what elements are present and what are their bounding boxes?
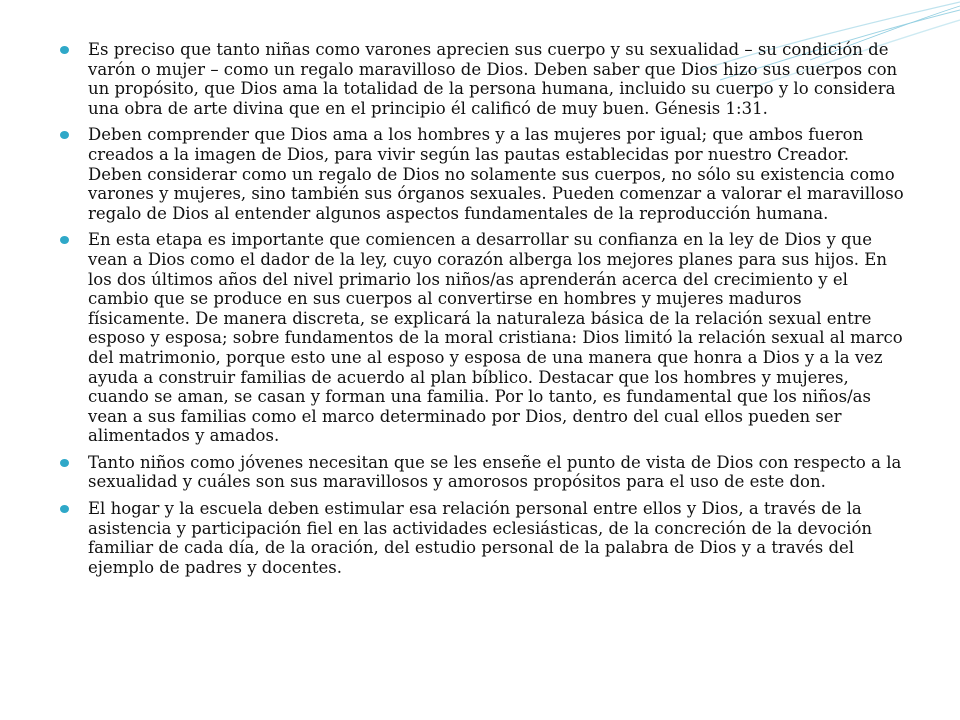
bullet-icon bbox=[60, 46, 69, 54]
slide-content bbox=[60, 40, 905, 584]
bullet-icon bbox=[60, 131, 69, 139]
bullet-icon bbox=[60, 236, 69, 244]
list-item bbox=[60, 453, 905, 492]
paragraph-text: Deben comprender que Dios ama a los hombres y a las mujeres por igual; que ambos fueron creados a la imagen de Dios, para vivir según las pautas establecidas por nuestro Creador. Deben considerar como un regalo de Dios no solamente sus cuerpos, no sólo su existencia como varones y mujeres, sino también sus órganos sexuales. Pueden comenzar a valorar el maravilloso regalo de Dios al entender algunos aspectos fundamentales de la reproducción humana. bbox=[88, 125, 904, 223]
bullet-list bbox=[60, 40, 905, 577]
paragraph-text: En esta etapa es importante que comiencen a desarrollar su confianza en la ley de Dios y que vean a Dios como el dador de la ley, cuyo corazón alberga los mejores planes para sus hijos. En los dos últimos años del nivel primario los niños/as aprenderán acerca del crecimiento y el cambio que se produce en sus cuerpos al convertirse en hombres y mujeres maduros físicamente. De manera discreta, se explicará la naturaleza básica de la relación sexual entre esposo y esposa; sobre fundamentos de la moral cristiana: Dios limitó la relación sexual al marco del matrimonio, porque esto une al esposo y esposa de una manera que honra a Dios y a la vez ayuda a construir familias de acuerdo al plan bíblico. Destacar que los hombres y mujeres, cuando se aman, se casan y forman una familia. Por lo tanto, es fundamental que los niños/as vean a sus familias como el marco determinado por Dios, dentro del cual ellos pueden ser alimentados y amados. bbox=[88, 230, 903, 446]
paragraph-text: Es preciso que tanto niñas como varones aprecien sus cuerpo y su sexualidad – su condición de varón o mujer – como un regalo maravilloso de Dios. Deben saber que Dios hizo sus cuerpos con un propósito, que Dios ama la totalidad de la persona humana, incluido su cuerpo y lo considera una obra de arte divina que en el principio él calificó de muy buen. Génesis 1:31. bbox=[88, 40, 898, 118]
bullet-icon bbox=[60, 459, 69, 467]
list-item bbox=[60, 499, 905, 577]
paragraph-text: El hogar y la escuela deben estimular esa relación personal entre ellos y Dios, a través de la asistencia y participación fiel en las actividades eclesiásticas, de la concreción de la devoción familiar de cada día, de la oración, del estudio personal de la palabra de Dios y a través del ejemplo de padres y docentes. bbox=[88, 499, 873, 577]
bullet-icon bbox=[60, 505, 69, 513]
list-item bbox=[60, 125, 905, 223]
paragraph-text: Tanto niños como jóvenes necesitan que se les enseñe el punto de vista de Dios con respecto a la sexualidad y cuáles son sus maravillosos y amorosos propósitos para el uso de este don. bbox=[88, 452, 902, 492]
list-item bbox=[60, 40, 905, 118]
list-item bbox=[60, 230, 905, 446]
